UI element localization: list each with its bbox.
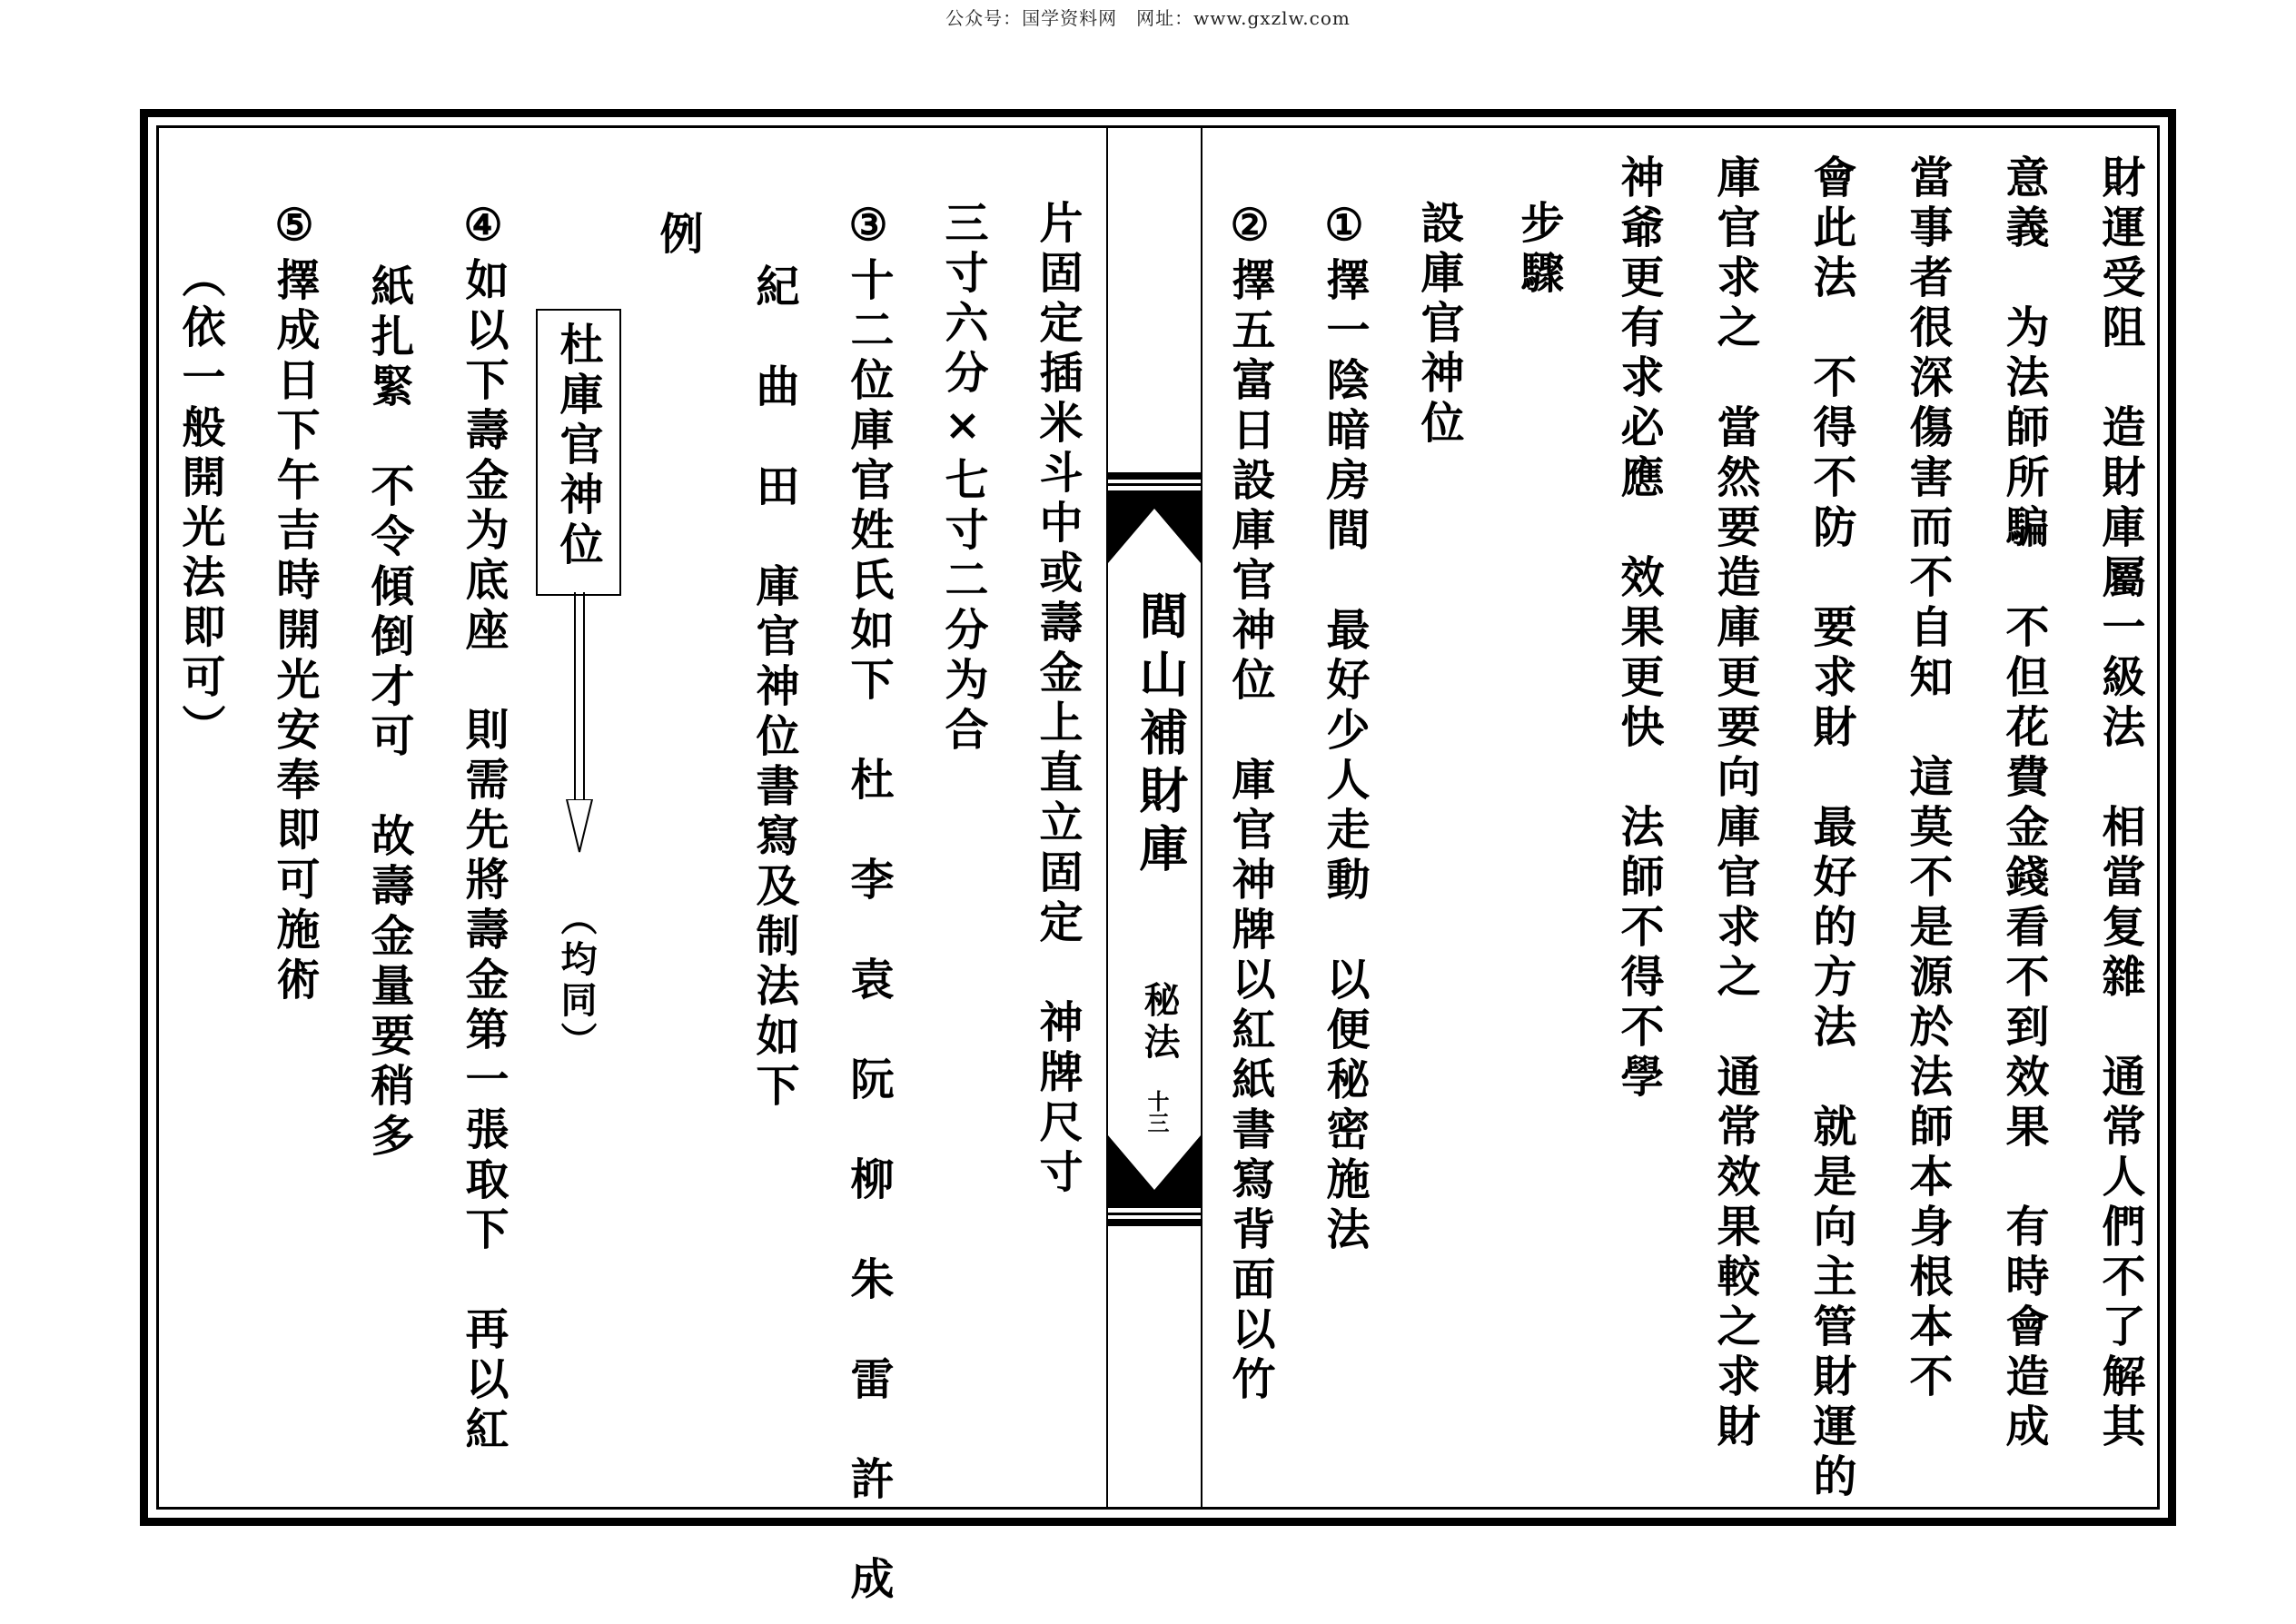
example-arrow-shaft xyxy=(574,592,585,810)
step-5 xyxy=(269,200,320,1006)
spine-title: 閭山補財庫 xyxy=(1132,590,1190,881)
spine-subtitle: 秘法 xyxy=(1138,981,1181,1065)
step-2-number: ② xyxy=(1224,200,1275,257)
intro-column-1: 財運受阻 造財庫屬一級法 相當复雜 通常人們不了解其 xyxy=(2094,154,2145,1453)
spine-line-right xyxy=(1201,128,1202,1507)
intro-column-5: 庫官求之 當然要造庫更要向庫官求之 通常效果較之求財 xyxy=(1709,154,1760,1453)
step-2-size: 三寸六分×七寸二分为合 xyxy=(937,200,988,757)
step-title: 設庫官神位 xyxy=(1413,200,1464,450)
step-2-continued: 片固定插米斗中或壽金上直立固定 神牌尺寸 xyxy=(1032,200,1083,1199)
intro-column-3: 當事者很深傷害而不自知 這莫不是源於法師本身根本不 xyxy=(1902,154,1953,1403)
example-tablet-text: 杜庫官神位 xyxy=(552,322,603,571)
step-5-note: （依一般開光法即可） xyxy=(174,254,225,754)
step-1-text: 擇一陰暗房間 最好少人走動 以便秘密施法 xyxy=(1319,257,1370,1256)
step-1-number: ① xyxy=(1319,200,1370,257)
step-2 xyxy=(1224,200,1275,1406)
step-4-continued: 紙扎緊 不令傾倒才可 故壽金量要稍多 xyxy=(363,263,414,1163)
step-4-text: 如以下壽金为底座 則需先將壽金第一張取下 再以紅 xyxy=(458,257,509,1456)
step-5-text: 擇成日下午吉時開光安奉即可施術 xyxy=(269,257,320,1006)
step-5-number: ⑤ xyxy=(269,200,320,257)
example-label: 例 xyxy=(652,211,703,261)
step-3-text: 十二位庫官姓氏如下 杜 李 袁 阮 柳 朱 雷 許 成 xyxy=(843,257,894,1606)
step-2-text: 擇五富日設庫官神位 庫官神牌以紅紙書寫背面以竹 xyxy=(1224,257,1275,1406)
intro-column-6: 神爺更有求必應 效果更快 法師不得不學 xyxy=(1613,154,1664,1104)
step-3-number: ③ xyxy=(843,200,894,257)
step-4-number: ④ xyxy=(458,200,509,257)
step-3-continued: 紀 曲 田 庫官神位書寫及制法如下 xyxy=(748,263,799,1113)
step-4 xyxy=(458,200,509,1456)
intro-column-4: 會此法 不得不防 要求財 最好的方法 就是向主管財運的 xyxy=(1806,154,1856,1503)
step-1 xyxy=(1319,200,1370,1256)
spine-page-number: 十三 xyxy=(1143,1090,1170,1134)
example-arrow-head xyxy=(565,799,594,854)
step-3 xyxy=(843,200,894,1606)
steps-heading: 步驟 xyxy=(1513,200,1564,300)
intro-column-2: 意義 为法師所騙 不但花費金錢看不到效果 有時會造成 xyxy=(1998,154,2049,1453)
example-note: （均同） xyxy=(555,899,598,1063)
page-header: 公众号：国学资料网 网址：www.gxzlw.com xyxy=(945,7,1351,29)
